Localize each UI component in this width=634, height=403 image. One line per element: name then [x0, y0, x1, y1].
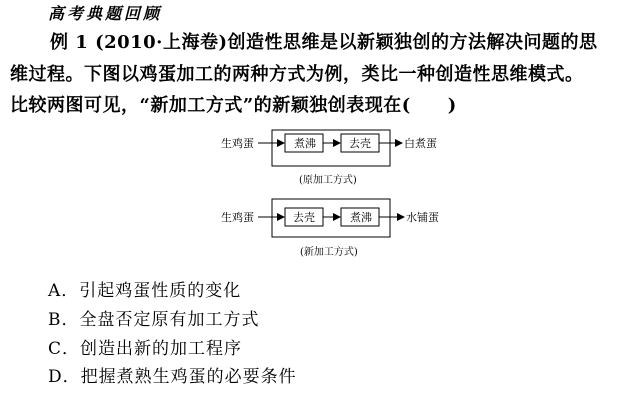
- section-header: 高考典题回顾: [48, 4, 163, 23]
- bottom-output-label: 水铺蛋: [406, 211, 439, 224]
- option-b[interactable]: B．全盘否定原有加工方式: [48, 310, 260, 330]
- new-process-diagram: [221, 199, 439, 258]
- top-output-label: 白煮蛋: [404, 137, 437, 150]
- question-line-3: 比较两图可见，“新加工方式”的新颖独创表现在( ): [10, 95, 457, 116]
- original-process-diagram: [221, 130, 437, 186]
- option-a[interactable]: A．引起鸡蛋性质的变化: [48, 281, 242, 301]
- bottom-caption: (新加工方式): [300, 247, 358, 258]
- question-text-1: (2010·上海卷)创造性思维是以新颖独创的方法解决问题的思: [88, 32, 598, 53]
- question-line-2: 维过程。下图以鸡蛋加工的两种方式为例，类比一种创造性思维模式。: [10, 64, 584, 85]
- top-step2-label: 去壳: [349, 137, 371, 150]
- option-d[interactable]: D．把握煮熟生鸡蛋的必要条件: [48, 367, 297, 387]
- top-step1-label: 煮沸: [294, 137, 316, 150]
- example-label: 例 1: [50, 32, 89, 53]
- top-caption: (原加工方式): [299, 175, 357, 186]
- option-c[interactable]: C．创造出新的加工程序: [48, 339, 243, 359]
- top-input-label: 生鸡蛋: [221, 137, 254, 150]
- bottom-input-label: 生鸡蛋: [221, 211, 254, 224]
- bottom-step1-label: 去壳: [293, 211, 315, 224]
- bottom-step2-label: 煮沸: [350, 211, 372, 224]
